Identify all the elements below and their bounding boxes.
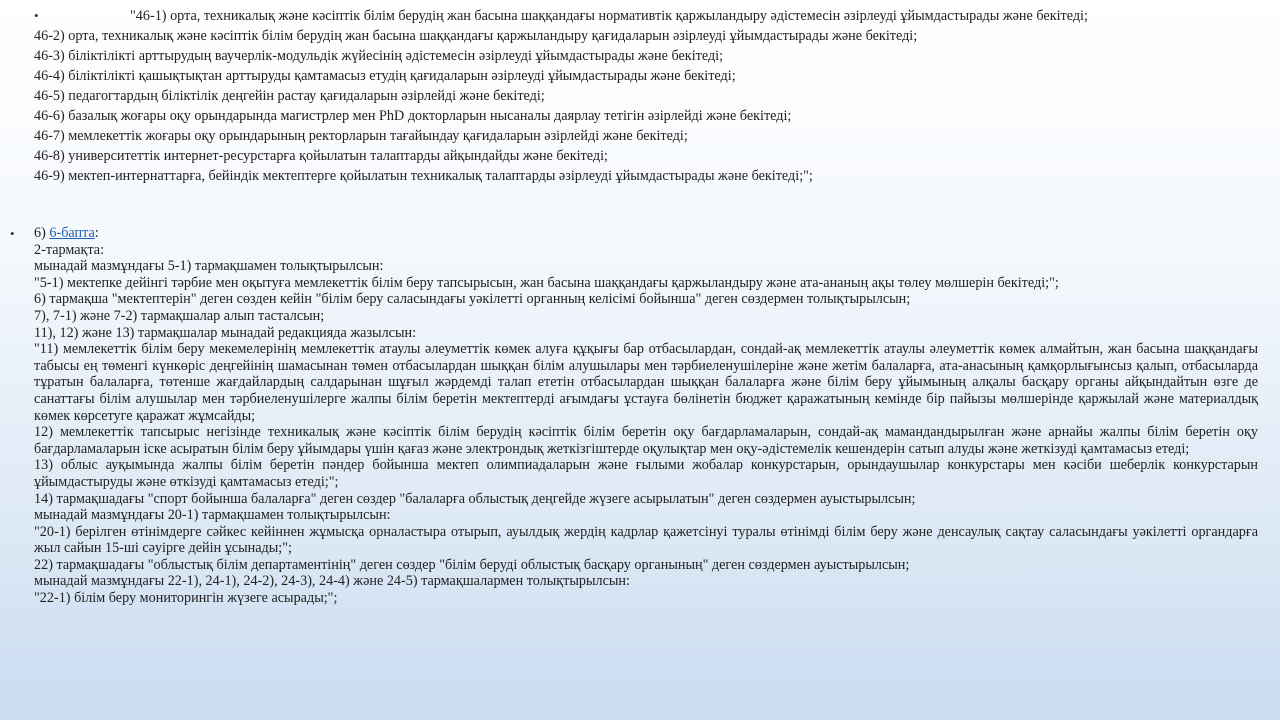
clause-46-9: 46-9) мектеп-интернаттарға, бейіндік мектептерге қойылатын техникалық талаптарды әзірлеуді ұйымдастырады және бекітеді;"; [34, 168, 813, 184]
clause-46-1: "46-1) орта, техникалық және кәсіптік білім берудің жан басына шаққандағы нормативтік қаржыландыру әдістемесін әзірлеуді ұйымдастырады және бекітеді; [130, 8, 1088, 24]
clause-7-removal: 7), 7-1) және 7-2) тармақшалар алып тасталсын; [34, 307, 325, 324]
bullet-1: • [34, 8, 39, 23]
article-heading [34, 225, 1258, 242]
clause-12: 12) мемлекеттік тапсырыс негізінде техникалық және кәсіптік білім берудің кәсіптік білім беретін оқу бағдарламаларын, сондай-ақ мамандандырылған және арнайы жалпы білім беретін оқу бағдарламаларын іске асыратын білім беру ұйымдары үшін қағаз және электрондық жеткізгіштерде оқулықтар мен оқу-әдістемелік кешендерін сатып алуды және жеткізуді қамтамасыз етеді; [34, 424, 1258, 457]
clause-46-2: 46-2) орта, техникалық және кәсіптік білім берудің жан басына шаққандағы қаржыландыру қағидаларын әзірлеуді ұйымдастырады және бекітеді; [34, 28, 918, 44]
paragraph-2-heading: 2-тармақта: [34, 241, 105, 258]
clauses-11-13-intro: 11), 12) және 13) тармақшалар мынадай редакцияда жазылсын: [34, 324, 417, 341]
bullet-2: • [10, 226, 15, 241]
clause-46-7: 46-7) мемлекеттік жоғары оқу орындарының ректорларын тағайындау қағидаларын әзірлейді және бекітеді; [34, 128, 688, 144]
clause-46-5: 46-5) педагогтардың біліктілік деңгейін растау қағидаларын әзірлейді және бекітеді; [34, 88, 545, 104]
heading-colon: : [94, 225, 99, 241]
clause-46-6: 46-6) базалық жоғары оқу орындарында магистрлер мен PhD докторларын нысаналы даярлау тетігін әзірлейді және бекітеді; [34, 108, 792, 124]
clause-20-1: "20-1) берілген өтінімдерге сәйкес кейіннен жұмысқа орналастыра отырып, ауылдық жердің кадрлар қажетсінуі туралы өтінімді білім беру және денсаулық сақтау саласындағы уәкілетті органдарға жыл сайын 15-ші сәуірге дейін ұсынады;"; [34, 523, 1258, 557]
clause-11: "11) мемлекеттік білім беру мекемелерінің мемлекеттік атаулы әлеуметтік көмек алуға құқығы бар отбасылардан, сондай-ақ мемлекеттік атаулы әлеуметтік көмек алмайтын, жан басына шаққандағы табысы ең төменгі күнкөріс деңгейінің шамасынан төмен отбасылардан шыққан білім алушылары мен тәрбиеленушілеріне және жетім балаларға, ата-анасының қамқорлығынсыз қалып, отбасыларда тұратын балаларға, төтенше жағдайлардың салдарынан шұғыл жәрдемді талап ететін отбасылардан шыққан балаларға және білім беру ұйымының алқалы басқару органы айқындайтын өзге де санаттағы білім алушылар мен тәрбиеленушілерге жалпы білім беретін мектептерді ағымдағы ұстауға бөлінетін бюджет қаражатының кемінде бір пайызы мөлшерінде қаржылай және материалдық көмек көрсетуге қаражат жұмсайды; [34, 341, 1258, 424]
article-6-amendments [34, 225, 1258, 607]
article-6-link[interactable]: 6-бапта [49, 225, 95, 241]
clause-6-amend: 6) тармақша "мектептерін" деген сөзден кейін "білім беру саласындағы уәкілетті органның келісімі бойынша" деген сөздермен толықтырылсын; [34, 291, 911, 308]
clause-14-amend: 14) тармақшадағы "спорт бойынша балаларға" деген сөздер "балаларға облыстық деңгейде жүзеге асырылатын" деген сөздермен ауыстырылсын; [34, 490, 916, 507]
clause-46-3: 46-3) біліктілікті арттырудың ваучерлік-модульдік жүйесінің әдістемесін әзірлеуді ұйымдастырады және бекітеді; [34, 48, 724, 64]
clause-5-1: "5-1) мектепке дейінгі тәрбие мен оқытуға мемлекеттік білім беру тапсырысын, жан басына шаққандағы қаржыландыру және ата-ананың ақы төлеу мөлшерін бекітеді;"; [34, 274, 1059, 291]
add-22-24-intro: мынадай мазмұндағы 22-1), 24-1), 24-2), 24-3), 24-4) және 24-5) тармақшалармен толықтырылсын: [34, 573, 630, 590]
add-5-1-intro: мынадай мазмұндағы 5-1) тармақшамен толықтырылсын: [34, 258, 384, 275]
clause-13: 13) облыс ауқымында жалпы білім беретін пәндер бойынша мектеп олимпиадаларын және ғылыми жобалар конкурстарын, орындаушылар конкурстары мен кәсіби шеберлік конкурстарын ұйымдастыруды және өткізуді қамтамасыз етеді;"; [34, 457, 1258, 490]
item-number: 6) [34, 225, 50, 241]
add-20-1-intro: мынадай мазмұндағы 20-1) тармақшамен толықтырылсын: [34, 507, 391, 524]
amendment-list-46 [34, 6, 1258, 186]
clause-22-1: "22-1) білім беру мониторингін жүзеге асырады;"; [34, 590, 338, 607]
clause-22-amend: 22) тармақшадағы "облыстық білім департаментінің" деген сөздер "білім беруді облыстық басқару органының" деген сөздермен ауыстырылсын; [34, 556, 910, 573]
clause-46-4: 46-4) біліктілікті қашықтықтан арттыруды қамтамасыз етудің қағидаларын әзірлеуді ұйымдастырады және бекітеді; [34, 68, 736, 84]
clause-46-8: 46-8) университеттік интернет-ресурстарға қойылатын талаптарды айқындайды және бекітеді; [34, 148, 608, 164]
